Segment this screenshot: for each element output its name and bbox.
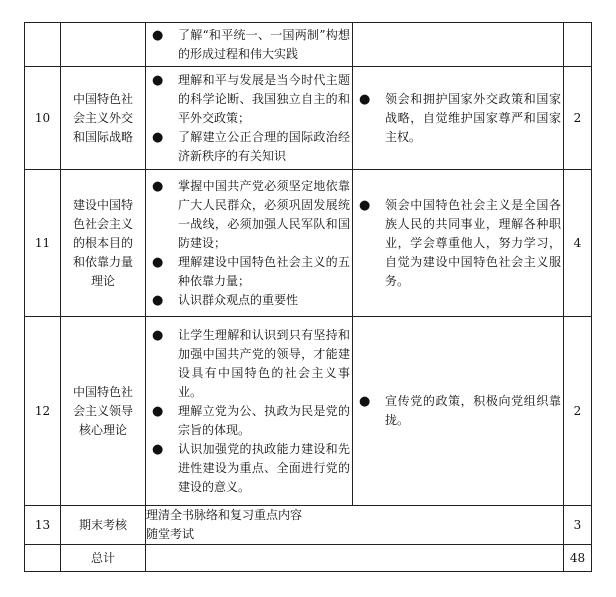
list-item: ● 了解“和平统一、一国两制”构想的形成过程和伟大实践: [152, 27, 350, 61]
row-number-cell: 11: [25, 170, 61, 317]
table-row: [25, 170, 592, 317]
goals-cell: [146, 317, 353, 506]
row-number-cell: 10: [25, 67, 61, 170]
hours-cell: [564, 23, 592, 67]
list-item: ● 让学生理解和认识到只有坚持和加强中国共产党的领导，才能建设具有中国特色的社会主义事业。: [152, 327, 350, 399]
table-row: [25, 506, 592, 545]
total-label: 总计: [61, 545, 146, 572]
curriculum-table: [24, 22, 592, 572]
bullet-icon: ●: [152, 129, 164, 145]
bullet-icon: ●: [152, 178, 164, 194]
list-item: ● 宣传党的政策，积极向党组织靠拢。: [359, 394, 561, 427]
list-item: ● 理解立党为公、执政为民是党的宗旨的体现。: [152, 403, 350, 437]
list-item: ● 认识加强党的执政能力建设和先进性建设为重点、全面进行党的建设的意义。: [152, 441, 350, 494]
bullet-icon: ●: [152, 327, 164, 343]
bullet-icon: ●: [359, 394, 371, 409]
bullet-icon: ●: [152, 254, 164, 270]
affect-cell: [353, 317, 564, 506]
hours-cell: 2: [564, 317, 592, 506]
table-row: [25, 67, 592, 170]
total-hours: 48: [564, 545, 592, 572]
bullet-icon: ●: [152, 292, 164, 308]
bullet-icon: ●: [152, 441, 164, 457]
affect-cell: [353, 67, 564, 170]
hours-cell: 4: [564, 170, 592, 317]
affect-cell: [353, 23, 564, 67]
topic-cell: 期末考核: [61, 506, 146, 545]
row-number-cell: [25, 23, 61, 67]
goals-cell: [146, 67, 353, 170]
hours-cell: 2: [564, 67, 592, 170]
topic-cell: 中国特色社 会主义领导 核心理论: [61, 317, 146, 506]
exam-content-cell: 理清全书脉络和复习重点内容 随堂考试: [146, 506, 564, 545]
topic-cell: 建设中国特 色社会主义 的根本目的 和依靠力量 理论: [61, 170, 146, 317]
row-number-cell: 12: [25, 317, 61, 506]
list-item: ● 领会中国特色社会主义是全国各族人民的共同事业，理解各种职业，学会尊重他人，努力学习，自觉为建设中国特色社会主义服务。: [359, 197, 561, 288]
list-item: ● 理解建设中国特色社会主义的五种依靠力量；: [152, 254, 350, 288]
row-number-cell: 13: [25, 506, 61, 545]
topic-cell: [61, 23, 146, 67]
table-row: [25, 317, 592, 506]
bullet-icon: ●: [359, 197, 371, 213]
total-blank-cell: [146, 545, 564, 572]
list-item: ● 领会和拥护国家外交政策和国家战略，自觉维护国家尊严和国家主权。: [359, 91, 561, 144]
goals-cell: [146, 170, 353, 317]
table-row: [25, 545, 592, 572]
list-item: ● 掌握中国共产党必须坚定地依靠广大人民群众，必须巩固发展统一战线，必须加强人民军队和国防建设；: [152, 178, 350, 250]
list-item: ● 认识群众观点的重要性: [152, 292, 299, 308]
bullet-icon: ●: [152, 27, 164, 43]
topic-cell: 中国特色社 会主义外交 和国际战略: [61, 67, 146, 170]
bullet-icon: ●: [152, 403, 164, 419]
hours-cell: 3: [564, 506, 592, 545]
table-row: [25, 23, 592, 67]
goals-cell: [146, 23, 353, 67]
row-number-cell: [25, 545, 61, 572]
affect-cell: [353, 170, 564, 317]
list-item: ● 了解建立公正合理的国际政治经济新秩序的有关知识: [152, 129, 350, 163]
bullet-icon: ●: [152, 72, 164, 88]
bullet-icon: ●: [359, 91, 371, 107]
list-item: ● 理解和平与发展是当今时代主题的科学论断、我国独立自主的和平外交政策；: [152, 72, 350, 125]
